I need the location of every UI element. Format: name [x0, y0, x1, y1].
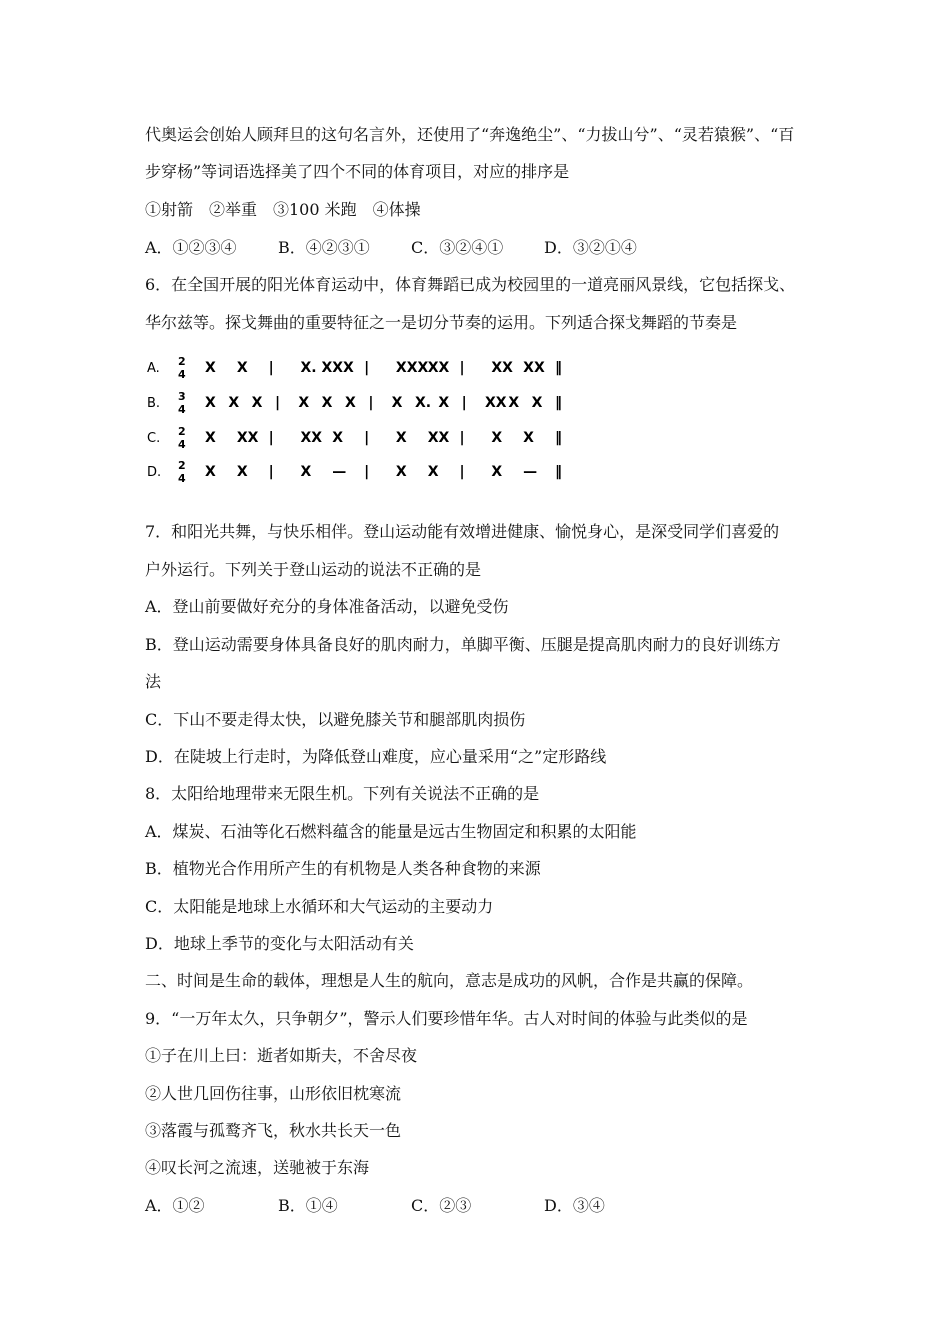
question-7-option-d: D．在陡坡上行走时，为降低登山难度，应心量采用“之”定形路线 [145, 747, 607, 766]
bar-line: | [461, 395, 467, 411]
rhythm-note: X [251, 395, 263, 411]
question-9-options [145, 1196, 605, 1216]
question-7-option-b-cont: 法 [145, 672, 162, 691]
question-6-cont: 华尔兹等。探戈舞曲的重要特征之一是切分节奏的运用。下列适合探戈舞蹈的节奏是 [145, 313, 738, 332]
bar-line: | [268, 430, 274, 446]
rhythm-note: X [395, 430, 407, 446]
rhythm-note: X. X [300, 360, 333, 376]
question-8-option-d: D．地球上季节的变化与太阳活动有关 [145, 934, 414, 953]
rhythm-note: X [395, 464, 407, 480]
question-8: 8．太阳给地理带来无限生机。下列有关说法不正确的是 [145, 784, 540, 803]
time-signature-bottom: 4 [178, 438, 186, 451]
rhythm-notation [145, 352, 575, 492]
option-b: B．①④ [278, 1196, 338, 1215]
rhythm-note: X [491, 430, 503, 446]
rhythm-note: X [321, 395, 333, 411]
option-c: C．③②④① [411, 238, 504, 257]
option-c: C．②③ [411, 1196, 472, 1215]
question-8-option-b: B．植物光合作用所产生的有机物是人类各种食物的来源 [145, 859, 541, 878]
rhythm-note: — [523, 464, 538, 480]
question-9-item-2: ②人世几回伤往事，山形依旧枕寒流 [145, 1084, 402, 1103]
rhythm-note: X [491, 464, 503, 480]
rhythm-note: X [391, 395, 403, 411]
section-heading: 二、时间是生命的载体，理想是人生的航向，意志是成功的风帆，合作是共赢的保障。 [145, 971, 754, 990]
bar-line: | [268, 360, 274, 376]
bar-line: | [459, 360, 465, 376]
rhythm-note: X [205, 395, 216, 411]
bar-line: ‖ [555, 360, 562, 376]
option-d: D．③④ [544, 1196, 605, 1215]
question-7: 7．和阳光共舞，与快乐相伴。登山运动能有效增进健康、愉悦身心，是深受同学们喜爱的 [145, 522, 780, 541]
time-signature-bottom: 4 [178, 368, 186, 381]
question-7-option-c: C．下山不要走得太快，以避免膝关节和腿部肌肉损伤 [145, 710, 526, 729]
question-9-item-1: ①子在川上曰：逝者如斯夫，不舍尽夜 [145, 1046, 418, 1065]
rhythm-note: X [345, 395, 356, 411]
rhythm-note: X [531, 395, 543, 411]
rhythm-note: — [332, 464, 347, 480]
bar-line: | [268, 464, 274, 480]
bar-line: | [364, 430, 370, 446]
question-7-cont: 户外运行。下列关于登山运动的说法不正确的是 [145, 560, 482, 579]
bar-line: | [364, 360, 370, 376]
time-signature-top: 2 [178, 355, 186, 368]
question-9: 9．“一万年太久，只争朝夕”，警示人们要珍惜年华。古人对时间的体验与此类似的是 [145, 1009, 748, 1028]
bar-line: ‖ [555, 464, 562, 480]
option-d: D．③②①④ [544, 238, 637, 257]
bar-line: | [368, 395, 374, 411]
text-line: 代奥运会创始人顾拜旦的这句名言外，还使用了“奔逸绝尘”、“力拔山兮”、“灵若猿猴”、“百 [145, 125, 795, 144]
rhythm-note: X [205, 464, 216, 480]
question-7-option-a: A．登山前要做好充分的身体准备活动，以避免受伤 [145, 597, 509, 616]
time-signature-bottom: 4 [178, 403, 186, 416]
option-b: B．④②③① [278, 238, 370, 257]
question-7-option-b: B．登山运动需要身体具备良好的肌肉耐力，单脚平衡、压腿是提高肌肉耐力的良好训练方 [145, 635, 781, 654]
time-signature-top: 3 [178, 390, 186, 403]
option-a: A．①② [145, 1196, 205, 1215]
question-9-item-3: ③落霞与孤鹜齐飞，秋水共长天一色 [145, 1121, 402, 1140]
text-line: 步穿杨”等词语选择美了四个不同的体育项目，对应的排序是 [145, 162, 570, 181]
rhythm-note: XX [300, 430, 323, 446]
rhythm-row-label: B. [147, 396, 161, 411]
bar-line: | [364, 464, 370, 480]
rhythm-note: XX [491, 360, 513, 376]
rhythm-row-label: C. [147, 431, 161, 446]
rhythm-note: X [205, 430, 216, 446]
question-8-option-a: A．煤炭、石油等化石燃料蕴含的能量是远古生物固定和积累的太阳能 [145, 822, 637, 841]
rhythm-note: X [236, 360, 248, 376]
time-signature-top: 2 [178, 459, 186, 472]
time-signature-top: 2 [178, 425, 186, 438]
rhythm-row-label: A. [147, 361, 160, 376]
rhythm-note: X [236, 464, 248, 480]
rhythm-note: X [205, 360, 216, 376]
rhythm-note: X [523, 430, 534, 446]
rhythm-note: XXX [395, 360, 429, 376]
rhythm-note: X [427, 464, 439, 480]
rhythm-note: X. [415, 395, 432, 411]
bar-line: | [459, 464, 465, 480]
question-6: 6．在全国开展的阳光体育运动中，体育舞蹈已成为校园里的一道亮丽风景线，它包括探戈、 [145, 275, 796, 294]
rhythm-note: XX [427, 430, 450, 446]
rhythm-note: XX [236, 430, 259, 446]
option-list: ①射箭 ②举重 ③100 米跑 ④体操 [145, 200, 421, 219]
question-5-options [145, 238, 637, 258]
rhythm-note: XX [427, 360, 450, 376]
bar-line: ‖ [555, 395, 562, 411]
rhythm-note: X [300, 464, 312, 480]
bar-line: | [275, 395, 281, 411]
rhythm-note: X [332, 430, 344, 446]
question-8-option-c: C．太阳能是地球上水循环和大气运动的主要动力 [145, 897, 494, 916]
rhythm-note: X [298, 395, 310, 411]
rhythm-row-label: D. [147, 465, 162, 480]
bar-line: ‖ [555, 430, 562, 446]
rhythm-note: X [508, 395, 520, 411]
rhythm-note: XX [332, 360, 354, 376]
rhythm-note: X [228, 395, 240, 411]
bar-line: | [459, 430, 465, 446]
time-signature-bottom: 4 [178, 472, 186, 485]
rhythm-note: XX [523, 360, 545, 376]
option-a: A．①②③④ [145, 238, 237, 257]
rhythm-note: X [438, 395, 450, 411]
question-9-item-4: ④叹长河之流速，送驰被于东海 [145, 1158, 370, 1177]
rhythm-note: XX [485, 395, 507, 411]
